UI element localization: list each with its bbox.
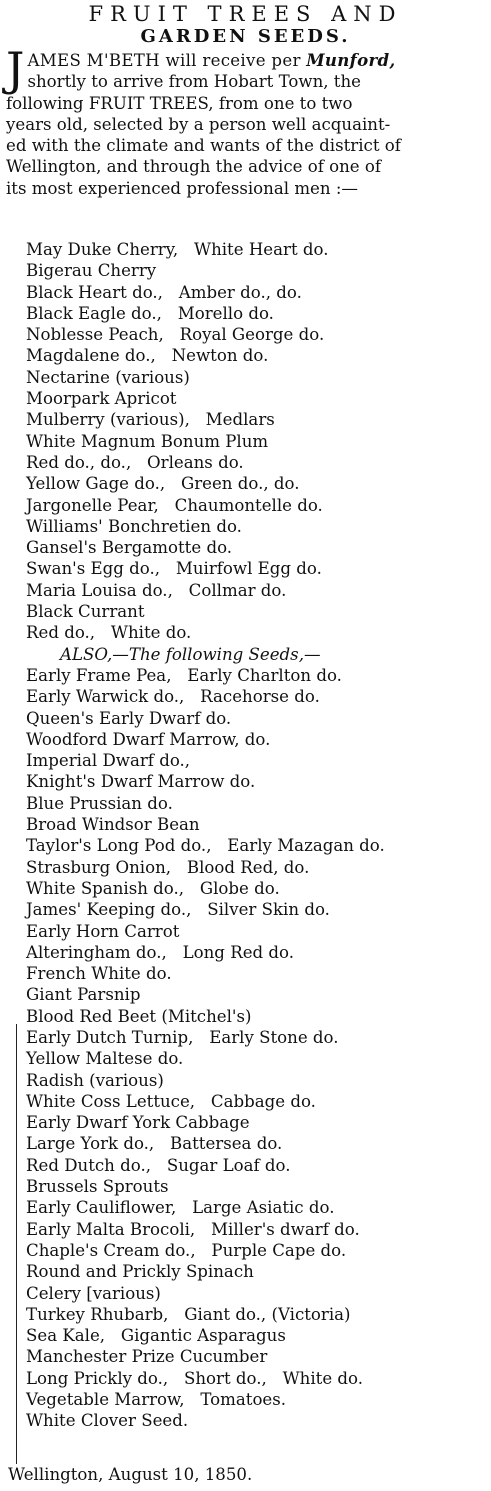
fruit-tree-list <box>26 239 488 644</box>
column-rule <box>16 1024 17 1464</box>
seed-item: Giant Parsnip <box>26 985 141 1005</box>
seed-item: Early Frame Pea, Early Charlton do. <box>26 665 342 685</box>
seed-item: White Coss Lettuce, Cabbage do. <box>26 1091 316 1111</box>
fruit-tree-item: Mulberry (various), Medlars <box>26 410 275 430</box>
fruit-tree-item: Red do., White do. <box>26 623 192 643</box>
seed-item: White Clover Seed. <box>26 1411 189 1431</box>
seed-item: Woodford Dwarf Marrow, do. <box>26 729 271 749</box>
fruit-tree-item: Swan's Egg do., Muirfowl Egg do. <box>26 559 322 579</box>
seed-item: Blood Red Beet (Mitchel's) <box>26 1006 252 1026</box>
seed-item: Alteringham do., Long Red do. <box>26 942 295 962</box>
fruit-tree-item: May Duke Cherry, White Heart do. <box>26 240 329 259</box>
seed-item: Imperial Dwarf do., <box>26 751 191 771</box>
seed-item: Turkey Rhubarb, Giant do., (Victoria) <box>26 1304 351 1324</box>
fruit-tree-item: Bigerau Cherry <box>26 261 157 281</box>
intro-line-2: shortly to arrive from Hobart Town, the <box>27 72 361 92</box>
fruit-tree-item: Jargonelle Pear, Chaumontelle do. <box>26 495 323 515</box>
seed-item: Taylor's Long Pod do., Early Mazagan do. <box>26 836 385 856</box>
fruit-tree-item: Black Eagle do., Morello do. <box>26 303 274 323</box>
drop-cap: J <box>6 42 25 96</box>
also-seeds-heading: ALSO,—The following Seeds,— <box>60 644 321 664</box>
seed-item: Broad Windsor Bean <box>26 815 200 835</box>
seed-item: Early Horn Carrot <box>26 921 180 941</box>
ship-name: Munford, <box>306 50 396 70</box>
fruit-tree-item: White Magnum Bonum Plum <box>26 431 269 451</box>
seed-item: Blue Prussian do. <box>26 793 173 813</box>
seed-item: French White do. <box>26 964 172 984</box>
seed-item: Early Dutch Turnip, Early Stone do. <box>26 1027 339 1047</box>
fruit-tree-item: Black Heart do., Amber do., do. <box>26 282 302 302</box>
intro-line-1-text: AMES M'BETH will receive per <box>27 51 307 70</box>
fruit-tree-item: Yellow Gage do., Green do., do. <box>26 474 300 494</box>
heading-line-2: GARDEN SEEDS. <box>140 26 351 47</box>
seed-item: Yellow Maltese do. <box>26 1049 184 1069</box>
dateline: Wellington, August 10, 1850. <box>8 1465 253 1484</box>
items-list <box>26 239 488 1432</box>
seed-item: Brussels Sprouts <box>26 1177 169 1197</box>
seed-item: Radish (various) <box>26 1070 164 1090</box>
seed-item: Manchester Prize Cucumber <box>26 1347 268 1367</box>
fruit-tree-item: Williams' Bonchretien do. <box>26 516 242 536</box>
seed-item: Large York do., Battersea do. <box>26 1134 283 1154</box>
seed-item: Round and Prickly Spinach <box>26 1262 254 1282</box>
intro-line-6: Wellington, and through the advice of one of <box>6 157 382 177</box>
intro-line-3: following FRUIT TREES, from one to two <box>6 93 353 113</box>
fruit-tree-item: Noblesse Peach, Royal George do. <box>26 325 325 345</box>
seed-item: Queen's Early Dwarf do. <box>26 708 232 728</box>
seed-list <box>26 665 488 1432</box>
intro-line-5: ed with the climate and wants of the district of <box>6 136 401 156</box>
fruit-tree-item: Moorpark Apricot <box>26 389 177 409</box>
fruit-tree-item: Magdalene do., Newton do. <box>26 346 269 366</box>
fruit-tree-item: Nectarine (various) <box>26 367 190 387</box>
seed-item: Early Cauliflower, Large Asiatic do. <box>26 1198 335 1218</box>
seed-item: Celery [various) <box>26 1283 161 1303</box>
seed-item: Red Dutch do., Sugar Loaf do. <box>26 1155 291 1175</box>
seed-item: Knight's Dwarf Marrow do. <box>26 772 256 792</box>
seed-item: Early Malta Brocoli, Miller's dwarf do. <box>26 1219 360 1239</box>
seed-item: White Spanish do., Globe do. <box>26 878 280 898</box>
intro-paragraph <box>6 42 488 199</box>
fruit-tree-item: Black Currant <box>26 602 145 622</box>
fruit-tree-item: Red do., do., Orleans do. <box>26 452 244 472</box>
seed-item: Early Warwick do., Racehorse do. <box>26 687 320 707</box>
seed-item: Chaple's Cream do., Purple Cape do. <box>26 1240 347 1260</box>
seed-item: Strasburg Onion, Blood Red, do. <box>26 857 310 877</box>
seed-item: James' Keeping do., Silver Skin do. <box>26 900 330 920</box>
intro-line-4: years old, selected by a person well acquaint- <box>6 114 391 134</box>
heading-line-1: FRUIT TREES AND <box>88 2 403 26</box>
seed-item: Long Prickly do., Short do., White do. <box>26 1368 364 1388</box>
seed-item: Vegetable Marrow, Tomatoes. <box>26 1390 287 1410</box>
fruit-tree-item: Maria Louisa do., Collmar do. <box>26 580 287 600</box>
intro-line-7: its most experienced professional men :— <box>6 178 359 198</box>
seed-item: Early Dwarf York Cabbage <box>26 1113 250 1133</box>
fruit-tree-item: Gansel's Bergamotte do. <box>26 538 233 558</box>
seed-item: Sea Kale, Gigantic Asparagus <box>26 1326 286 1346</box>
intro-line-1 <box>6 50 488 71</box>
